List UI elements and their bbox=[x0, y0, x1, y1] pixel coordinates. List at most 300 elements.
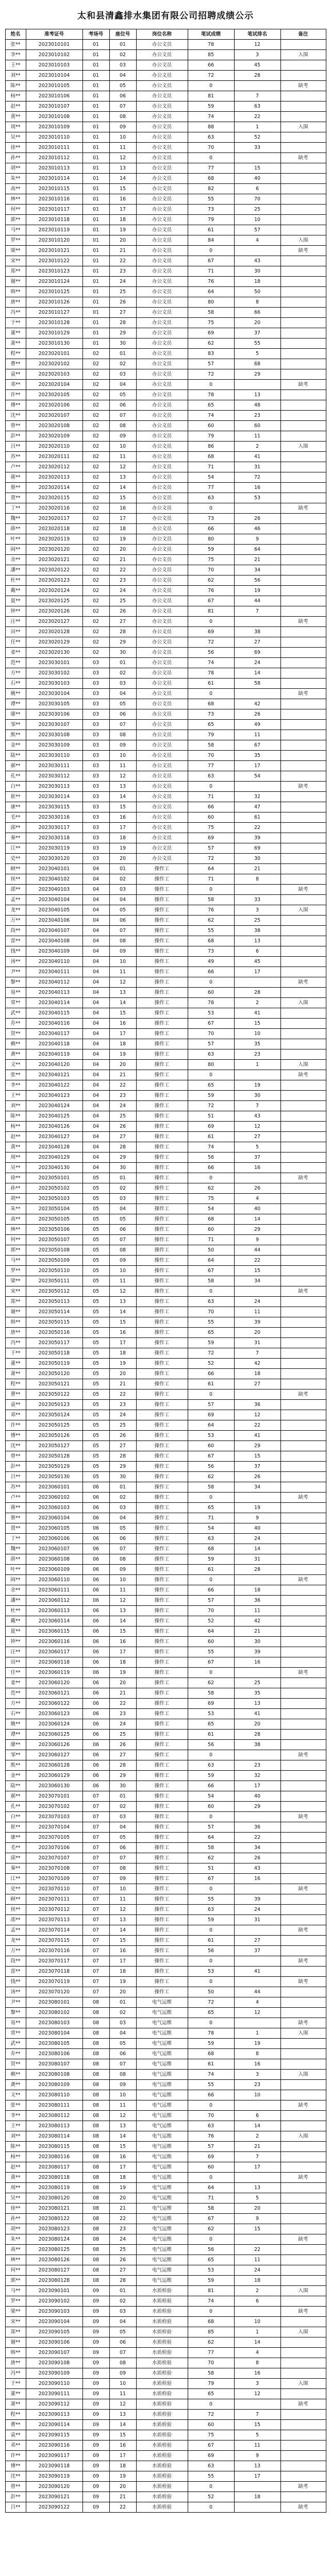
cell-note bbox=[280, 256, 326, 266]
cell-score: 73 bbox=[188, 946, 234, 957]
cell-room: 04 bbox=[82, 1111, 109, 1122]
cell-rank: 30 bbox=[234, 854, 280, 864]
cell-ticket-number: 2023080123 bbox=[26, 2224, 82, 2234]
cell-room: 04 bbox=[82, 1163, 109, 1173]
cell-ticket-number: 2023050108 bbox=[26, 1245, 82, 1256]
cell-name: 孔** bbox=[5, 1802, 26, 1812]
cell-seat: 17 bbox=[109, 2162, 136, 2173]
table-row bbox=[5, 1482, 326, 1493]
cell-name: 林** bbox=[5, 1225, 26, 1235]
cell-seat: 04 bbox=[109, 2317, 136, 2327]
table-row bbox=[5, 1534, 326, 1544]
cell-name: 文** bbox=[5, 1060, 26, 1070]
cell-seat: 11 bbox=[109, 967, 136, 977]
cell-seat: 07 bbox=[109, 720, 136, 730]
cell-score: 79 bbox=[188, 730, 234, 740]
cell-note bbox=[280, 2358, 326, 2368]
cell-rank: 2 bbox=[234, 442, 280, 452]
cell-seat: 08 bbox=[109, 421, 136, 431]
cell-rank: 60 bbox=[234, 421, 280, 431]
cell-note bbox=[280, 1688, 326, 1699]
cell-score: 73 bbox=[188, 205, 234, 215]
cell-name: 龙** bbox=[5, 905, 26, 916]
cell-seat: 11 bbox=[109, 2389, 136, 2399]
cell-score: 68 bbox=[188, 2317, 234, 2327]
cell-rank: 23 bbox=[234, 411, 280, 421]
cell-ticket-number: 2023020109 bbox=[26, 431, 82, 442]
table-row bbox=[5, 431, 326, 442]
cell-seat: 02 bbox=[109, 2296, 136, 2307]
table-row bbox=[5, 1019, 326, 1029]
cell-score: 75 bbox=[188, 2430, 234, 2441]
cell-seat: 28 bbox=[109, 2276, 136, 2286]
cell-room: 05 bbox=[82, 1173, 109, 1183]
cell-score: 57 bbox=[188, 1039, 234, 1049]
cell-seat: 16 bbox=[109, 1637, 136, 1647]
cell-rank: 21 bbox=[234, 555, 280, 565]
cell-rank: 19 bbox=[234, 2039, 280, 2049]
cell-note bbox=[280, 1513, 326, 1523]
cell-name: 董** bbox=[5, 1359, 26, 1369]
cell-room: 09 bbox=[82, 2317, 109, 2327]
cell-name: 宋** bbox=[5, 1286, 26, 1297]
cell-rank: 5 bbox=[234, 2193, 280, 2204]
cell-room: 07 bbox=[82, 1822, 109, 1833]
cell-score: 88 bbox=[188, 122, 234, 132]
cell-score: 66 bbox=[188, 1585, 234, 1596]
cell-position: 操作工 bbox=[136, 1132, 188, 1142]
cell-position: 办公文员 bbox=[136, 205, 188, 215]
cell-ticket-number: 2023080127 bbox=[26, 2265, 82, 2276]
cell-name: 常** bbox=[5, 2028, 26, 2039]
cell-position: 操作工 bbox=[136, 1214, 188, 1225]
cell-room: 02 bbox=[82, 380, 109, 390]
cell-position: 操作工 bbox=[136, 1338, 188, 1348]
cell-score: 58 bbox=[188, 1482, 234, 1493]
cell-ticket-number: 2023010107 bbox=[26, 101, 82, 112]
cell-name: 毛** bbox=[5, 812, 26, 823]
cell-room: 05 bbox=[82, 1286, 109, 1297]
cell-name: 邱** bbox=[5, 1853, 26, 1863]
cell-seat: 04 bbox=[109, 380, 136, 390]
cell-name: 乔** bbox=[5, 1019, 26, 1029]
cell-note bbox=[280, 2492, 326, 2502]
cell-note bbox=[280, 916, 326, 926]
cell-score: 81 bbox=[188, 606, 234, 617]
cell-rank: 13 bbox=[234, 2461, 280, 2471]
cell-room: 03 bbox=[82, 792, 109, 802]
cell-name: 叶** bbox=[5, 534, 26, 545]
cell-rank: 19 bbox=[234, 1080, 280, 1091]
cell-seat: 03 bbox=[109, 679, 136, 689]
cell-room: 08 bbox=[82, 2111, 109, 2121]
cell-score: 58 bbox=[188, 2204, 234, 2214]
cell-seat: 06 bbox=[109, 916, 136, 926]
cell-note bbox=[280, 472, 326, 483]
cell-seat: 21 bbox=[109, 1070, 136, 1080]
cell-note: 入围 bbox=[280, 2028, 326, 2039]
cell-seat: 21 bbox=[109, 555, 136, 565]
table-row bbox=[5, 1740, 326, 1750]
cell-seat: 05 bbox=[109, 1523, 136, 1534]
cell-ticket-number: 2023010112 bbox=[26, 153, 82, 163]
cell-position: 电气运维 bbox=[136, 2152, 188, 2162]
cell-position: 操作工 bbox=[136, 1317, 188, 1328]
cell-seat: 21 bbox=[109, 2492, 136, 2502]
cell-seat: 20 bbox=[109, 1987, 136, 1997]
cell-note bbox=[280, 297, 326, 308]
cell-note bbox=[280, 2049, 326, 2059]
cell-ticket-number: 2023010119 bbox=[26, 225, 82, 235]
cell-name: 程** bbox=[5, 2410, 26, 2420]
cell-rank: 55 bbox=[234, 338, 280, 349]
table-row bbox=[5, 957, 326, 967]
cell-position: 操作工 bbox=[136, 1596, 188, 1606]
table-row bbox=[5, 1822, 326, 1833]
cell-ticket-number: 2023010110 bbox=[26, 132, 82, 143]
cell-room: 01 bbox=[82, 256, 109, 266]
cell-ticket-number: 2023060123 bbox=[26, 1709, 82, 1719]
cell-note: 缺考 bbox=[280, 2307, 326, 2317]
cell-seat: 07 bbox=[109, 2348, 136, 2358]
cell-name: 何** bbox=[5, 1235, 26, 1245]
cell-seat: 13 bbox=[109, 1915, 136, 1925]
cell-room: 08 bbox=[82, 2049, 109, 2059]
cell-ticket-number: 2023040101 bbox=[26, 864, 82, 874]
cell-name: 龙** bbox=[5, 1936, 26, 1946]
cell-room: 07 bbox=[82, 1833, 109, 1843]
cell-seat: 13 bbox=[109, 163, 136, 174]
cell-name: 沈** bbox=[5, 1441, 26, 1451]
cell-name: 夏** bbox=[5, 596, 26, 606]
cell-note bbox=[280, 2389, 326, 2399]
cell-room: 08 bbox=[82, 2224, 109, 2234]
cell-ticket-number: 2023020117 bbox=[26, 514, 82, 524]
cell-seat: 13 bbox=[109, 472, 136, 483]
cell-note: 缺考 bbox=[280, 81, 326, 91]
cell-position: 操作工 bbox=[136, 1843, 188, 1853]
cell-note bbox=[280, 586, 326, 596]
cell-room: 09 bbox=[82, 2461, 109, 2471]
cell-name: 丁** bbox=[5, 503, 26, 514]
cell-room: 03 bbox=[82, 854, 109, 864]
cell-rank bbox=[234, 153, 280, 163]
cell-note bbox=[280, 1472, 326, 1482]
cell-ticket-number: 2023070115 bbox=[26, 1936, 82, 1946]
table-row bbox=[5, 1668, 326, 1678]
cell-score: 71 bbox=[188, 266, 234, 277]
cell-room: 05 bbox=[82, 1420, 109, 1431]
cell-note bbox=[280, 1122, 326, 1132]
table-row bbox=[5, 895, 326, 905]
table-row bbox=[5, 1400, 326, 1410]
cell-position: 办公文员 bbox=[136, 761, 188, 771]
cell-ticket-number: 2023030119 bbox=[26, 843, 82, 854]
cell-position: 办公文员 bbox=[136, 493, 188, 503]
table-row bbox=[5, 2049, 326, 2059]
table-row bbox=[5, 215, 326, 225]
cell-rank: 28 bbox=[234, 988, 280, 998]
cell-position: 电气运维 bbox=[136, 2008, 188, 2018]
cell-room: 03 bbox=[82, 802, 109, 812]
cell-position: 操作工 bbox=[136, 1091, 188, 1101]
cell-rank: 63 bbox=[234, 101, 280, 112]
cell-score: 60 bbox=[188, 421, 234, 431]
cell-score: 59 bbox=[188, 101, 234, 112]
cell-score: 67 bbox=[188, 2214, 234, 2224]
cell-seat: 14 bbox=[109, 1616, 136, 1626]
cell-room: 03 bbox=[82, 782, 109, 792]
cell-position: 电气运维 bbox=[136, 2276, 188, 2286]
cell-ticket-number: 2023060103 bbox=[26, 1503, 82, 1513]
cell-room: 05 bbox=[82, 1431, 109, 1441]
cell-ticket-number: 2023040108 bbox=[26, 936, 82, 946]
cell-rank: 41 bbox=[234, 1709, 280, 1719]
cell-ticket-number: 2023020126 bbox=[26, 606, 82, 617]
cell-score: 65 bbox=[188, 400, 234, 411]
cell-room: 05 bbox=[82, 1297, 109, 1307]
cell-note bbox=[280, 1987, 326, 1997]
cell-score: 65 bbox=[188, 1080, 234, 1091]
table-row bbox=[5, 1956, 326, 1967]
cell-score: 67 bbox=[188, 256, 234, 266]
cell-ticket-number: 2023080109 bbox=[26, 2080, 82, 2090]
cell-seat: 09 bbox=[109, 2368, 136, 2379]
cell-note bbox=[280, 1905, 326, 1915]
cell-note bbox=[280, 308, 326, 318]
cell-rank: 9 bbox=[234, 1513, 280, 1523]
cell-position: 电气运维 bbox=[136, 2018, 188, 2028]
cell-room: 09 bbox=[82, 2379, 109, 2389]
table-row bbox=[5, 2307, 326, 2317]
cell-name: 文** bbox=[5, 2090, 26, 2100]
cell-room: 06 bbox=[82, 1709, 109, 1719]
cell-ticket-number: 2023080105 bbox=[26, 2039, 82, 2049]
cell-rank: 10 bbox=[234, 2090, 280, 2100]
cell-name: 段** bbox=[5, 926, 26, 936]
cell-rank: 6 bbox=[234, 946, 280, 957]
cell-rank: 38 bbox=[234, 1740, 280, 1750]
cell-position: 电气运维 bbox=[136, 2234, 188, 2245]
cell-score: 71 bbox=[188, 462, 234, 472]
cell-ticket-number: 2023080121 bbox=[26, 2204, 82, 2214]
cell-name: 朱** bbox=[5, 1204, 26, 1214]
cell-ticket-number: 2023020114 bbox=[26, 483, 82, 493]
cell-score: 62 bbox=[188, 1678, 234, 1688]
cell-position: 操作工 bbox=[136, 1070, 188, 1080]
cell-ticket-number: 2023020112 bbox=[26, 462, 82, 472]
cell-note bbox=[280, 1833, 326, 1843]
table-row bbox=[5, 1307, 326, 1317]
table-row bbox=[5, 2327, 326, 2337]
cell-room: 08 bbox=[82, 2234, 109, 2245]
cell-room: 07 bbox=[82, 1977, 109, 1987]
cell-score: 78 bbox=[188, 668, 234, 679]
cell-name: 赵** bbox=[5, 101, 26, 112]
table-row bbox=[5, 2183, 326, 2193]
cell-seat: 04 bbox=[109, 689, 136, 699]
cell-rank: 2 bbox=[234, 2131, 280, 2142]
cell-rank: 37 bbox=[234, 328, 280, 338]
cell-seat: 12 bbox=[109, 1286, 136, 1297]
table-row bbox=[5, 2245, 326, 2255]
cell-position: 操作工 bbox=[136, 1451, 188, 1462]
cell-room: 07 bbox=[82, 1915, 109, 1925]
cell-note bbox=[280, 1503, 326, 1513]
cell-score: 60 bbox=[188, 2420, 234, 2430]
table-row bbox=[5, 1905, 326, 1915]
cell-position: 办公文员 bbox=[136, 328, 188, 338]
cell-ticket-number: 2023030104 bbox=[26, 689, 82, 699]
cell-note bbox=[280, 1482, 326, 1493]
table-row bbox=[5, 1585, 326, 1596]
cell-score: 60 bbox=[188, 2162, 234, 2173]
cell-note bbox=[280, 1101, 326, 1111]
cell-name: 胡** bbox=[5, 2224, 26, 2234]
cell-rank bbox=[234, 2018, 280, 2028]
cell-position: 水质检验 bbox=[136, 2296, 188, 2307]
cell-room: 04 bbox=[82, 1091, 109, 1101]
cell-seat: 15 bbox=[109, 1008, 136, 1019]
cell-position: 办公文员 bbox=[136, 91, 188, 101]
cell-position: 电气运维 bbox=[136, 2183, 188, 2193]
cell-note bbox=[280, 2111, 326, 2121]
cell-rank: 4 bbox=[234, 235, 280, 246]
cell-ticket-number: 2023010127 bbox=[26, 308, 82, 318]
cell-note bbox=[280, 2039, 326, 2049]
table-row bbox=[5, 1369, 326, 1379]
cell-ticket-number: 2023050123 bbox=[26, 1400, 82, 1410]
cell-name: 郑** bbox=[5, 266, 26, 277]
cell-rank: 18 bbox=[234, 2492, 280, 2502]
table-row bbox=[5, 1070, 326, 1080]
cell-score: 50 bbox=[188, 1245, 234, 1256]
cell-position: 操作工 bbox=[136, 926, 188, 936]
cell-name: 袁** bbox=[5, 1400, 26, 1410]
cell-room: 04 bbox=[82, 1122, 109, 1132]
cell-score: 57 bbox=[188, 1822, 234, 1833]
cell-score: 70 bbox=[188, 2111, 234, 2121]
cell-position: 办公文员 bbox=[136, 606, 188, 617]
cell-name: 汪** bbox=[5, 1647, 26, 1657]
cell-name: 康** bbox=[5, 1833, 26, 1843]
cell-ticket-number: 2023010122 bbox=[26, 256, 82, 266]
table-row bbox=[5, 184, 326, 194]
cell-seat: 25 bbox=[109, 2245, 136, 2255]
cell-name: 吕** bbox=[5, 442, 26, 452]
cell-note bbox=[280, 91, 326, 101]
table-row bbox=[5, 2430, 326, 2441]
cell-position: 操作工 bbox=[136, 1379, 188, 1389]
cell-name: 康** bbox=[5, 802, 26, 812]
cell-score: 59 bbox=[188, 545, 234, 555]
cell-ticket-number: 2023060108 bbox=[26, 1554, 82, 1565]
cell-ticket-number: 2023010105 bbox=[26, 81, 82, 91]
cell-name: 朱** bbox=[5, 174, 26, 184]
cell-room: 06 bbox=[82, 1565, 109, 1575]
cell-ticket-number: 2023020115 bbox=[26, 493, 82, 503]
table-row bbox=[5, 1709, 326, 1719]
cell-seat: 15 bbox=[109, 802, 136, 812]
cell-score: 0 bbox=[188, 1884, 234, 1894]
cell-score: 62 bbox=[188, 338, 234, 349]
cell-score: 70 bbox=[188, 1307, 234, 1317]
cell-note bbox=[280, 1214, 326, 1225]
cell-room: 06 bbox=[82, 1513, 109, 1523]
table-row bbox=[5, 308, 326, 318]
cell-room: 06 bbox=[82, 1554, 109, 1565]
table-row bbox=[5, 998, 326, 1008]
cell-score: 75 bbox=[188, 318, 234, 328]
cell-position: 操作工 bbox=[136, 895, 188, 905]
cell-rank: 38 bbox=[234, 926, 280, 936]
cell-note bbox=[280, 1431, 326, 1441]
cell-score: 70 bbox=[188, 565, 234, 575]
cell-room: 04 bbox=[82, 1019, 109, 1029]
cell-seat: 13 bbox=[109, 1606, 136, 1616]
cell-position: 操作工 bbox=[136, 1874, 188, 1884]
cell-ticket-number: 2023020119 bbox=[26, 534, 82, 545]
cell-score: 79 bbox=[188, 215, 234, 225]
cell-seat: 16 bbox=[109, 1019, 136, 1029]
cell-room: 03 bbox=[82, 771, 109, 782]
cell-seat: 19 bbox=[109, 225, 136, 235]
cell-rank: 8 bbox=[234, 874, 280, 885]
cell-score: 69 bbox=[188, 2451, 234, 2461]
cell-ticket-number: 2023070102 bbox=[26, 1802, 82, 1812]
cell-rank bbox=[234, 1668, 280, 1678]
cell-score: 72 bbox=[188, 2410, 234, 2420]
cell-name: 姜** bbox=[5, 648, 26, 658]
cell-rank: 28 bbox=[234, 1565, 280, 1575]
cell-score: 63 bbox=[188, 771, 234, 782]
cell-rank: 53 bbox=[234, 493, 280, 503]
cell-note bbox=[280, 1616, 326, 1626]
cell-seat: 01 bbox=[109, 349, 136, 359]
cell-room: 09 bbox=[82, 2307, 109, 2317]
cell-score: 0 bbox=[188, 2482, 234, 2492]
cell-room: 09 bbox=[82, 2327, 109, 2337]
cell-ticket-number: 2023060127 bbox=[26, 1750, 82, 1760]
cell-room: 01 bbox=[82, 91, 109, 101]
cell-room: 04 bbox=[82, 926, 109, 936]
cell-rank: 47 bbox=[234, 802, 280, 812]
cell-room: 06 bbox=[82, 1626, 109, 1637]
cell-note: 缺考 bbox=[280, 885, 326, 895]
cell-rank: 12 bbox=[234, 40, 280, 50]
cell-score: 73 bbox=[188, 514, 234, 524]
cell-note bbox=[280, 2008, 326, 2018]
cell-score: 0 bbox=[188, 1070, 234, 1080]
cell-ticket-number: 2023070113 bbox=[26, 1915, 82, 1925]
cell-note bbox=[280, 1874, 326, 1884]
cell-note: 缺考 bbox=[280, 1286, 326, 1297]
cell-ticket-number: 2023050107 bbox=[26, 1235, 82, 1245]
cell-score: 0 bbox=[188, 2173, 234, 2183]
cell-name: 张** bbox=[5, 40, 26, 50]
cell-name: 潘** bbox=[5, 1596, 26, 1606]
cell-name: 曾** bbox=[5, 421, 26, 431]
cell-position: 水质检验 bbox=[136, 2317, 188, 2327]
cell-position: 电气运维 bbox=[136, 2214, 188, 2224]
cell-note bbox=[280, 709, 326, 720]
cell-ticket-number: 2023080114 bbox=[26, 2131, 82, 2142]
cell-score: 62 bbox=[188, 1472, 234, 1482]
table-row bbox=[5, 596, 326, 606]
table-row bbox=[5, 1626, 326, 1637]
cell-position: 操作工 bbox=[136, 1400, 188, 1410]
cell-position: 水质检验 bbox=[136, 2307, 188, 2317]
